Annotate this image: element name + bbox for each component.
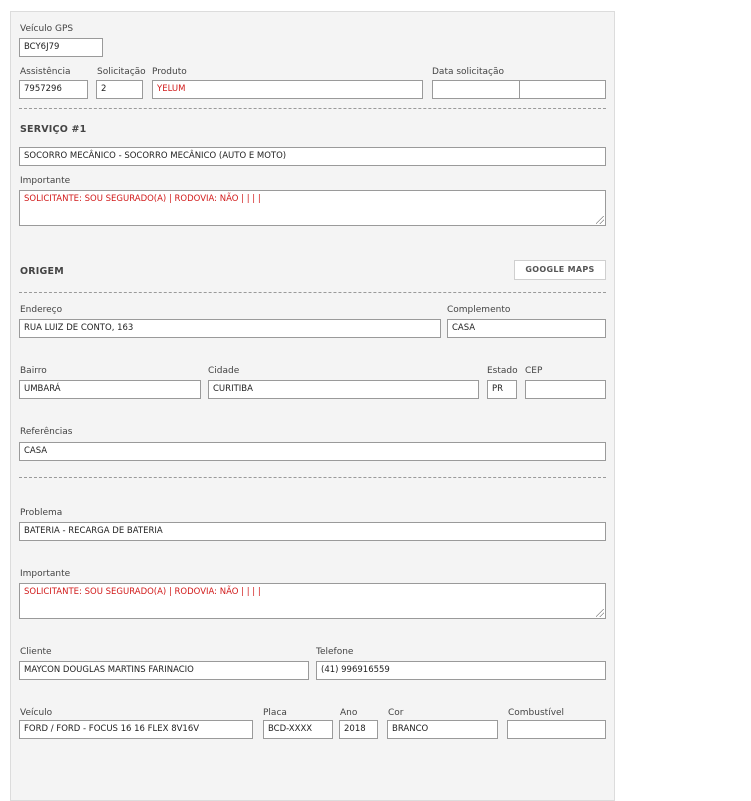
- estado-field[interactable]: PR: [487, 380, 517, 399]
- combustivel-field[interactable]: [507, 720, 606, 739]
- cliente-field[interactable]: MAYCON DOUGLAS MARTINS FARINACIO: [19, 661, 309, 680]
- divider: [19, 108, 606, 109]
- bairro-label: Bairro: [20, 366, 47, 376]
- bairro-field[interactable]: UMBARÁ: [19, 380, 201, 399]
- origem-title: ORIGEM: [20, 266, 64, 277]
- telefone-field[interactable]: (41) 996916559: [316, 661, 606, 680]
- ano-field[interactable]: 2018: [339, 720, 378, 739]
- google-maps-button[interactable]: GOOGLE MAPS: [514, 260, 606, 280]
- produto-field[interactable]: YELUM: [152, 80, 423, 99]
- importante-label-2: Importante: [20, 569, 71, 579]
- importante-textarea-2[interactable]: [19, 583, 606, 619]
- cidade-label: Cidade: [208, 366, 240, 376]
- assistencia-field[interactable]: 7957296: [19, 80, 88, 99]
- cep-field[interactable]: [525, 380, 606, 399]
- importante-textarea[interactable]: [19, 190, 606, 226]
- problema-label: Problema: [20, 508, 63, 518]
- importante-text: SOLICITANTE: SOU SEGURADO(A) | RODOVIA: NÃO | | | |: [24, 194, 261, 204]
- telefone-label: Telefone: [316, 647, 354, 657]
- combustivel-label: Combustível: [508, 708, 565, 718]
- complemento-field[interactable]: CASA: [447, 319, 606, 338]
- problema-field[interactable]: BATERIA - RECARGA DE BATERIA: [19, 522, 606, 541]
- veiculo-gps-field[interactable]: BCY6J79: [19, 38, 103, 57]
- cidade-field[interactable]: CURITIBA: [208, 380, 479, 399]
- placa-field[interactable]: BCD-XXXX: [263, 720, 333, 739]
- endereco-label: Endereço: [20, 305, 63, 315]
- estado-label: Estado: [487, 366, 518, 376]
- resize-handle-icon[interactable]: [596, 216, 604, 224]
- divider: [19, 477, 606, 478]
- complemento-label: Complemento: [447, 305, 511, 315]
- divider: [19, 292, 606, 293]
- produto-label: Produto: [152, 67, 187, 77]
- ano-label: Ano: [340, 708, 358, 718]
- endereco-field[interactable]: RUA LUIZ DE CONTO, 163: [19, 319, 441, 338]
- referencias-label: Referências: [20, 427, 73, 437]
- importante-text-2: SOLICITANTE: SOU SEGURADO(A) | RODOVIA: NÃO | | | |: [24, 587, 261, 597]
- veiculo-label: Veículo: [20, 708, 53, 718]
- referencias-field[interactable]: CASA: [19, 442, 606, 461]
- cliente-label: Cliente: [20, 647, 52, 657]
- importante-label: Importante: [20, 176, 71, 186]
- veiculo-gps-label: Veículo GPS: [20, 24, 74, 34]
- data-solicitacao-date-field[interactable]: [432, 80, 520, 99]
- veiculo-field[interactable]: FORD / FORD - FOCUS 16 16 FLEX 8V16V: [19, 720, 253, 739]
- cor-label: Cor: [388, 708, 404, 718]
- cor-field[interactable]: BRANCO: [387, 720, 498, 739]
- placa-label: Placa: [263, 708, 287, 718]
- solicitacao-label: Solicitação: [97, 67, 146, 77]
- data-solicitacao-label: Data solicitação: [432, 67, 505, 77]
- data-solicitacao-time-field[interactable]: [519, 80, 606, 99]
- servico-title: SERVIÇO #1: [20, 124, 87, 135]
- service-form-panel: [10, 11, 615, 801]
- assistencia-label: Assistência: [20, 67, 71, 77]
- cep-label: CEP: [525, 366, 543, 376]
- servico-field[interactable]: SOCORRO MECÂNICO - SOCORRO MECÂNICO (AUTO E MOTO): [19, 147, 606, 166]
- resize-handle-icon[interactable]: [596, 609, 604, 617]
- solicitacao-field[interactable]: 2: [96, 80, 143, 99]
